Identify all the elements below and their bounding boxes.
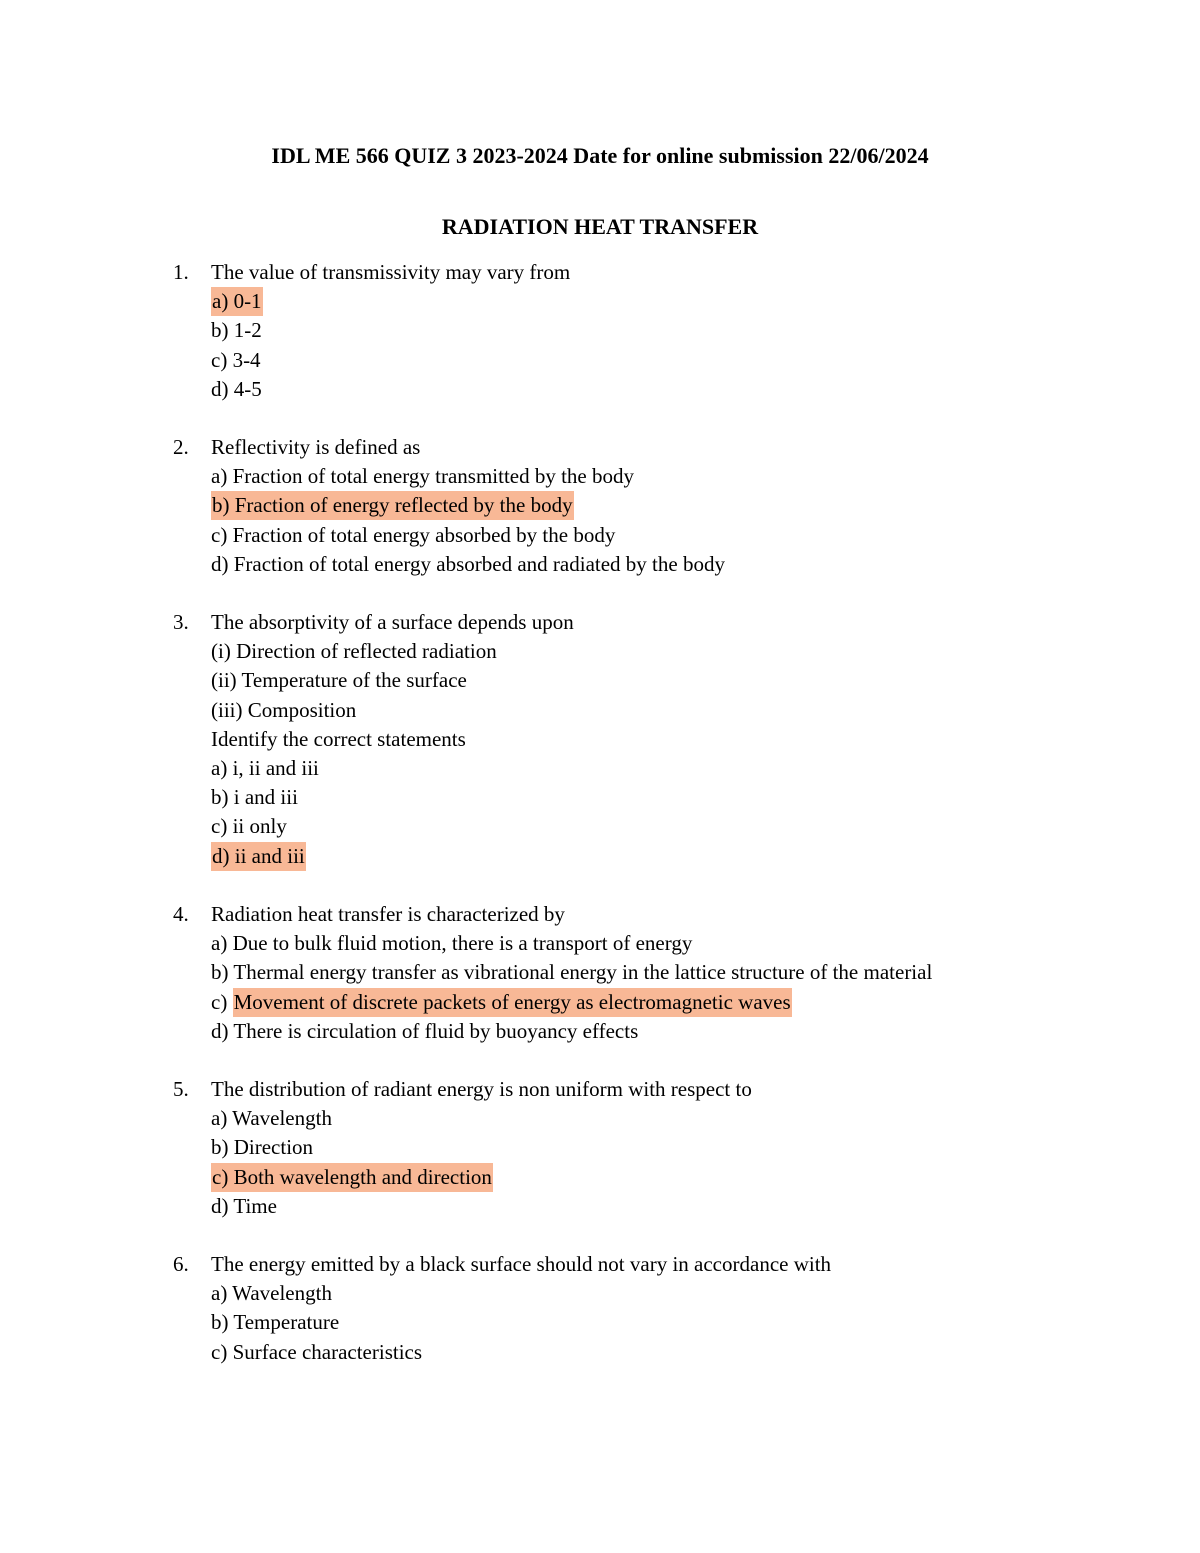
- answer-option: [211, 1339, 423, 1364]
- answer-option: [211, 1193, 277, 1218]
- option-text: a) Due to bulk fluid motion, there is a transport of energy: [211, 931, 693, 956]
- option-text: c) 3-4: [211, 347, 261, 372]
- option-text: b) Fraction of energy reflected by the body: [211, 491, 574, 520]
- question-number: 2.: [173, 435, 189, 459]
- answer-option: [211, 1018, 639, 1043]
- answer-option-highlighted: [211, 843, 306, 868]
- answer-option: [211, 522, 616, 547]
- option-text: d) Time: [211, 1193, 277, 1218]
- answer-option: [211, 376, 262, 401]
- answer-option: [211, 551, 725, 576]
- option-text: Movement of discrete packets of energy as electromagnetic waves: [233, 988, 792, 1017]
- option-text: b) Thermal energy transfer as vibrational energy in the lattice structure of the material: [211, 960, 933, 985]
- answer-option: [211, 1283, 332, 1304]
- answer-option: [211, 670, 467, 691]
- option-text: b) 1-2: [211, 318, 262, 343]
- question-prompt: Reflectivity is defined as: [211, 435, 421, 459]
- option-text: b) Direction: [211, 1135, 314, 1160]
- option-text: a) Wavelength: [211, 1281, 332, 1306]
- answer-option-highlighted: [211, 495, 574, 516]
- option-text: d) ii and iii: [211, 842, 306, 871]
- answer-option-highlighted: [211, 1164, 493, 1189]
- option-text: d) There is circulation of fluid by buoyancy effects: [211, 1018, 639, 1043]
- option-text: b) i and iii: [211, 785, 298, 810]
- question-number: 5.: [173, 1077, 189, 1101]
- question-prompt: The absorptivity of a surface depends upon: [211, 610, 574, 634]
- option-text: (ii) Temperature of the surface: [211, 668, 467, 693]
- question-prompt: Radiation heat transfer is characterized by: [211, 902, 565, 926]
- option-text: b) Temperature: [211, 1310, 340, 1335]
- answer-option: [211, 347, 261, 372]
- option-text: (iii) Composition: [211, 697, 357, 722]
- page-title: IDL ME 566 QUIZ 3 2023-2024 Date for online submission 22/06/2024: [271, 143, 929, 168]
- option-text: Identify the correct statements: [211, 726, 466, 751]
- option-text: c) Surface characteristics: [211, 1339, 423, 1364]
- question-prompt: The energy emitted by a black surface should not vary in accordance with: [211, 1252, 832, 1276]
- question-prompt: The distribution of radiant energy is non uniform with respect to: [211, 1077, 752, 1101]
- answer-option: [211, 726, 466, 751]
- option-text: a) 0-1: [211, 287, 263, 316]
- option-prefix: c): [211, 989, 233, 1014]
- answer-option: [211, 320, 262, 341]
- answer-option-highlighted: [211, 291, 263, 312]
- answer-option: [211, 1137, 313, 1158]
- answer-option: [211, 641, 497, 662]
- option-text: c) Both wavelength and direction: [211, 1163, 493, 1192]
- option-text: c) Fraction of total energy absorbed by the body: [211, 522, 616, 547]
- option-text: a) Fraction of total energy transmitted by the body: [211, 464, 635, 489]
- answer-option: [211, 697, 357, 722]
- option-text: c) ii only: [211, 814, 287, 839]
- question-number: 4.: [173, 902, 189, 926]
- option-text: a) i, ii and iii: [211, 756, 319, 780]
- answer-option: [211, 1312, 339, 1333]
- answer-option: [211, 758, 319, 779]
- answer-option: [211, 787, 298, 808]
- option-text: (i) Direction of reflected radiation: [211, 639, 497, 664]
- answer-option: [211, 962, 932, 983]
- answer-option: [211, 816, 287, 837]
- answer-option: [211, 1108, 332, 1129]
- question-prompt: The value of transmissivity may vary from: [211, 260, 571, 284]
- answer-option: [211, 933, 692, 954]
- answer-option-highlighted: [211, 989, 792, 1014]
- question-number: 1.: [173, 260, 189, 284]
- option-text: d) 4-5: [211, 376, 262, 401]
- option-text: a) Wavelength: [211, 1106, 332, 1131]
- question-number: 6.: [173, 1252, 189, 1276]
- question-number: 3.: [173, 610, 189, 634]
- option-text: d) Fraction of total energy absorbed and radiated by the body: [211, 551, 725, 576]
- answer-option: [211, 466, 634, 487]
- section-heading: RADIATION HEAT TRANSFER: [441, 214, 759, 239]
